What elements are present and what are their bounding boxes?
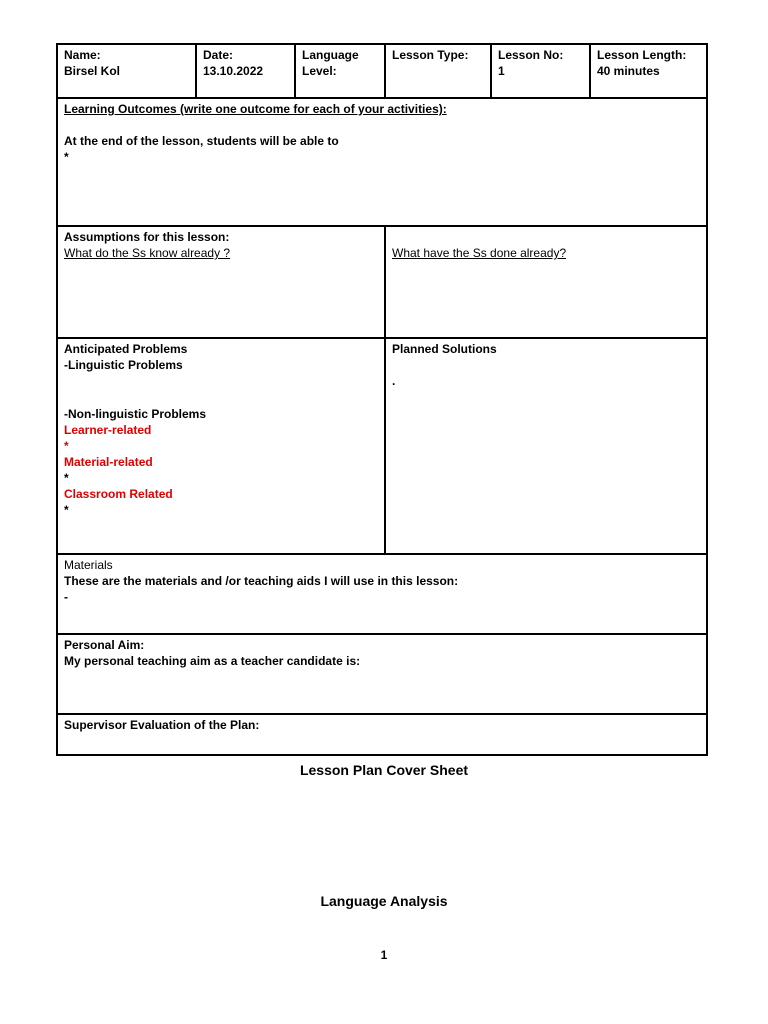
assumptions-row (58, 227, 706, 339)
materials-intro: These are the materials and /or teaching aids I will use in this lesson: (64, 574, 459, 588)
classroom-related-bullet: * (64, 503, 69, 517)
name-cell (58, 45, 197, 97)
date-cell (197, 45, 296, 97)
material-related-bullet: * (64, 471, 69, 485)
lesson-length-value: 40 minutes (597, 64, 660, 78)
level-label: Language (302, 48, 359, 62)
planned-solutions-cell (386, 339, 706, 553)
learning-outcomes-row (58, 99, 706, 227)
materials-dash: - (64, 590, 68, 604)
material-related-label: Material-related (64, 455, 153, 469)
supervisor-title: Supervisor Evaluation of the Plan: (64, 718, 260, 732)
lesson-length-cell (591, 45, 706, 97)
lesson-type-cell (386, 45, 492, 97)
personal-aim-intro: My personal teaching aim as a teacher candidate is: (64, 654, 361, 668)
anticipated-problems-cell (58, 339, 386, 553)
section-heading: Language Analysis (320, 893, 448, 909)
assumptions-left-cell (58, 227, 386, 337)
learning-outcomes-intro: At the end of the lesson, students will be able to (64, 134, 339, 148)
assumptions-right-cell (386, 227, 706, 337)
table-caption: Lesson Plan Cover Sheet (299, 762, 469, 778)
planned-solutions-bullet: . (392, 374, 396, 388)
page-number: 1 (380, 948, 388, 962)
lesson-no-value: 1 (498, 64, 505, 78)
name-label: Name: (64, 48, 101, 62)
personal-aim-cell (58, 635, 706, 713)
assumptions-done-question: What have the Ss done already? (392, 246, 567, 260)
problems-row (58, 339, 706, 555)
materials-cell (58, 555, 706, 633)
lesson-type-label: Lesson Type: (392, 48, 469, 62)
lesson-plan-table (56, 43, 708, 756)
lesson-no-cell (492, 45, 591, 97)
supervisor-row (58, 715, 706, 754)
materials-row (58, 555, 706, 635)
header-row (58, 45, 706, 99)
supervisor-cell (58, 715, 706, 754)
learning-outcomes-cell (58, 99, 706, 225)
lesson-length-label: Lesson Length: (597, 48, 687, 62)
learning-outcomes-bullet: * (64, 150, 69, 164)
learner-related-bullet: * (64, 439, 69, 453)
name-value: Birsel Kol (64, 64, 121, 78)
lesson-no-label: Lesson No: (498, 48, 564, 62)
linguistic-problems-label: -Linguistic Problems (64, 358, 183, 372)
non-linguistic-problems-label: -Non-linguistic Problems (64, 407, 207, 421)
level-label-2: Level: (302, 64, 337, 78)
level-cell (296, 45, 386, 97)
anticipated-problems-title: Anticipated Problems (64, 342, 188, 356)
assumptions-know-question: What do the Ss know already ? (64, 246, 231, 260)
date-value: 13.10.2022 (203, 64, 264, 78)
classroom-related-label: Classroom Related (64, 487, 173, 501)
personal-aim-title: Personal Aim: (64, 638, 145, 652)
assumptions-title: Assumptions for this lesson: (64, 230, 230, 244)
planned-solutions-title: Planned Solutions (392, 342, 497, 356)
materials-title: Materials (64, 558, 113, 572)
date-label: Date: (203, 48, 234, 62)
learning-outcomes-title: Learning Outcomes (write one outcome for each of your activities): (64, 102, 447, 116)
learner-related-label: Learner-related (64, 423, 152, 437)
personal-aim-row (58, 635, 706, 715)
